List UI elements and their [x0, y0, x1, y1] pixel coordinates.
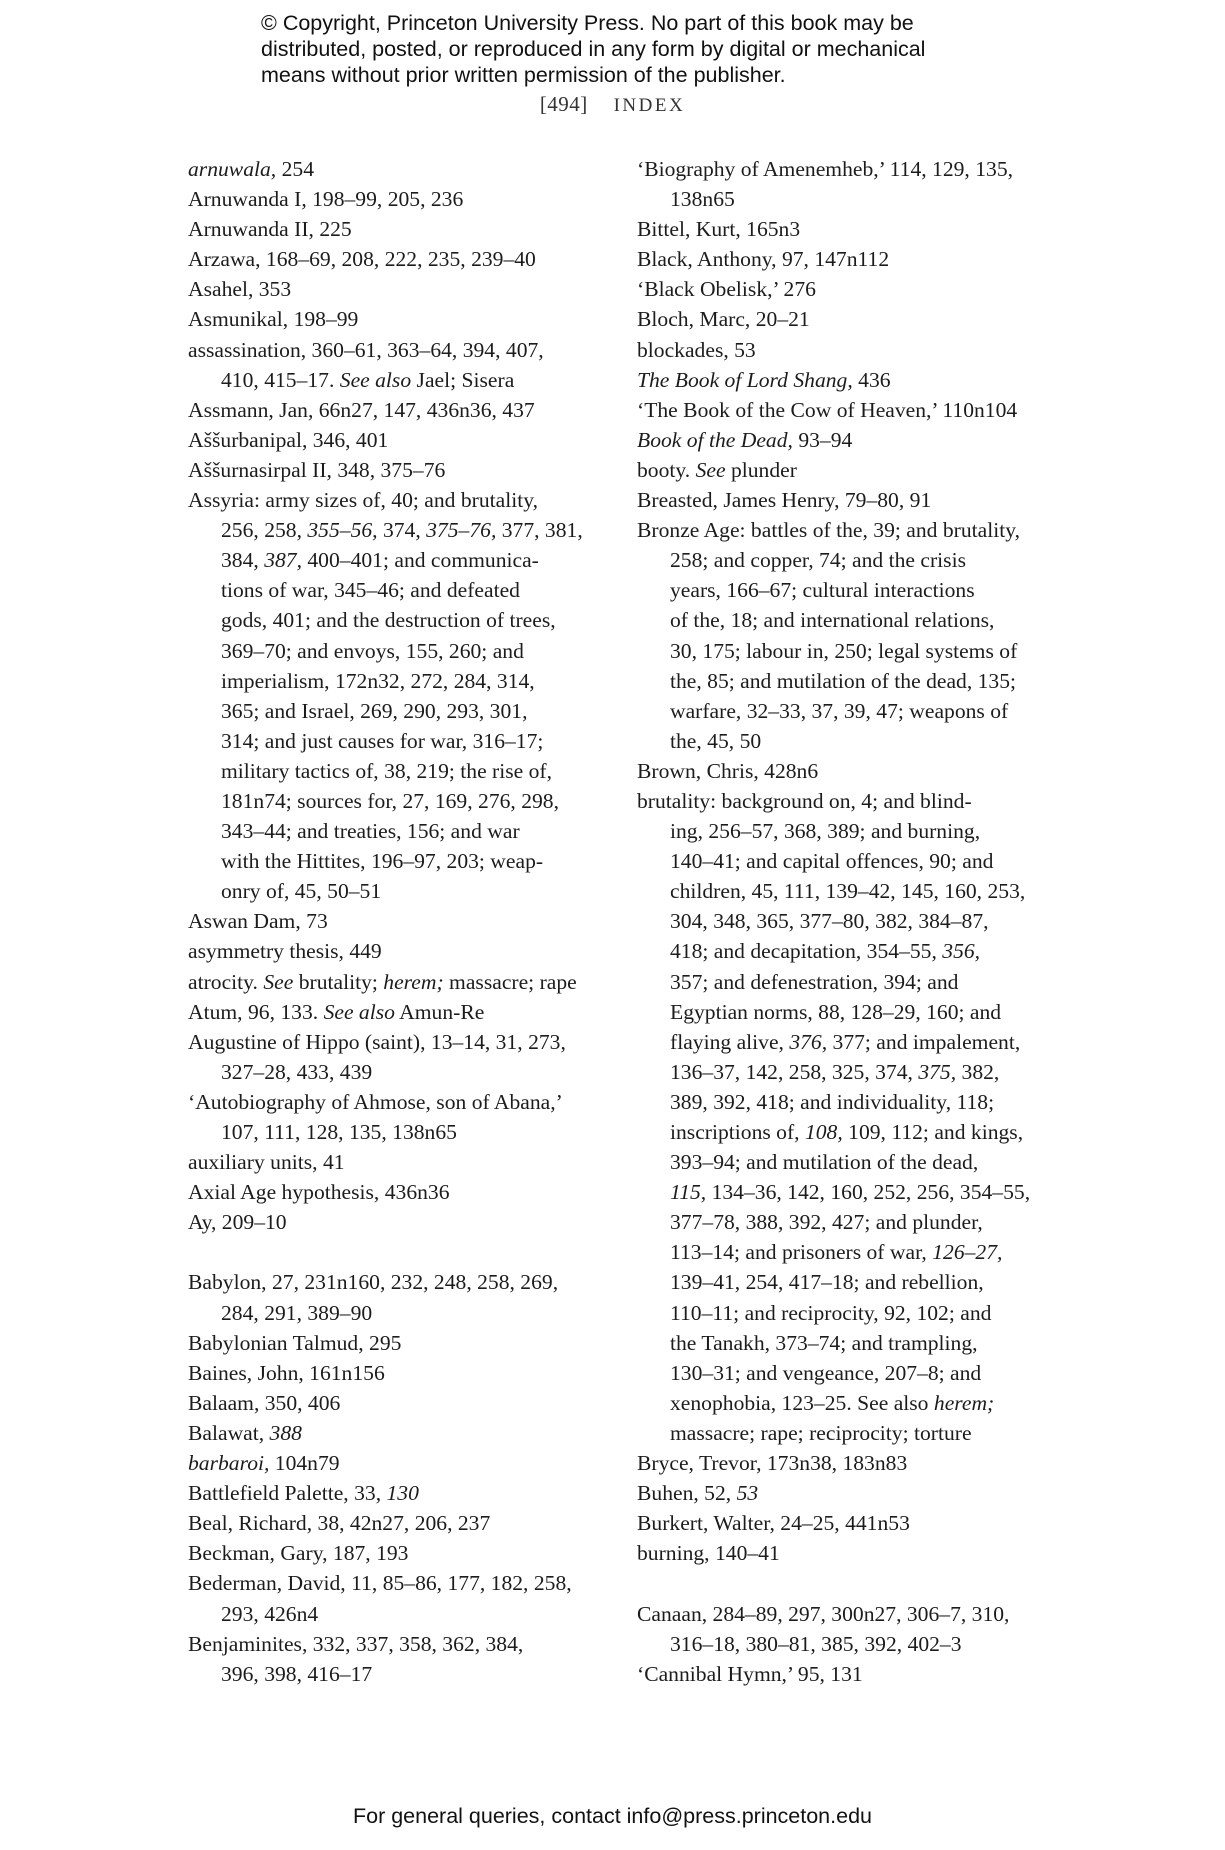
index-entry: Balaam, 350, 406	[188, 1390, 341, 1415]
index-column-left	[188, 154, 608, 1689]
index-entry: Bederman, David, 11, 85–86, 177, 182, 258, 293, 426n4	[188, 1571, 572, 1626]
footer-contact: For general queries, contact info@press.princeton.edu	[352, 1804, 872, 1828]
index-entry: Aššurnasirpal II, 348, 375–76	[188, 457, 446, 482]
index-entry: Beal, Richard, 38, 42n27, 206, 237	[188, 1511, 491, 1536]
page-number: [494]	[539, 92, 588, 116]
index-entry: Battlefield Palette, 33, 130	[188, 1481, 419, 1506]
index-entry: atrocity. See brutality; herem; massacre; rape	[188, 969, 577, 994]
index-entry: ‘Biography of Amenemheb,’ 114, 129, 135, 138n65	[637, 157, 1014, 212]
index-entry: burning, 140–41	[637, 1541, 780, 1566]
index-entry: ‘Black Obelisk,’ 276	[637, 277, 816, 302]
index-entry: Axial Age hypothesis, 436n36	[188, 1180, 450, 1205]
copyright-line: distributed, posted, or reproduced in any form by digital or mechanical	[261, 37, 926, 61]
index-entry: Balawat, 388	[188, 1420, 302, 1445]
index-entry: Augustine of Hippo (saint), 13–14, 31, 273, 327–28, 433, 439	[188, 1029, 566, 1084]
index-entry: Asmunikal, 198–99	[188, 307, 359, 332]
index-entry: ‘Autobiography of Ahmose, son of Abana,’ 107, 111, 128, 135, 138n65	[188, 1089, 563, 1144]
index-entry: Book of the Dead, 93–94	[637, 427, 853, 452]
index-entry: Baines, John, 161n156	[188, 1360, 385, 1385]
running-head	[0, 92, 1225, 117]
index-entry: Bryce, Trevor, 173n38, 183n83	[637, 1451, 908, 1476]
index-entry: Assyria: army sizes of, 40; and brutality, 256, 258, 355–56, 374, 375–76, 377, 381, 384, 387, 400–401; and communica- tions of war, 345–46; and defeated gods, 401; and the destruction of trees, 369–70; and envoys, 155, 260; and imperialism, 172n32, 272, 284, 314, 365; and Israel, 269, 290, 293, 301, 314; and just causes for war, 316–17; military tactics of, 38, 219; the rise of, 181n74; sources for, 27, 169, 276, 298, 343–44; and treaties, 156; and war with the Hittites, 196–97, 203; weap- onry of, 45, 50–51	[188, 488, 583, 904]
index-entry: barbaroi, 104n79	[188, 1451, 340, 1476]
copyright-notice	[261, 10, 1001, 88]
index-entry: brutality: background on, 4; and blind- ing, 256–57, 368, 389; and burning, 140–41; and capital offences, 90; and children, 45, 111, 139–42, 145, 160, 253, 304, 348, 365, 377–80, 382, 384–87, 418; and decapitation, 354–55, 356, 357; and defenestration, 394; and Egyptian norms, 88, 128–29, 160; and flaying alive, 376, 377; and impalement, 136–37, 142, 258, 325, 374, 375, 382, 389, 392, 418; and individuality, 118; inscriptions of, 108, 109, 112; and kings, 393–94; and mutilation of the dead, 115, 134–36, 142, 160, 252, 256, 354–55, 377–78, 388, 392, 427; and plunder, 113–14; and prisoners of war, 126–27, 139–41, 254, 417–18; and rebellion, 110–11; and reciprocity, 92, 102; and the Tanakh, 373–74; and trampling, 130–31; and vengeance, 207–8; and xenophobia, 123–25. See also herem; massacre; rape; reciprocity; torture	[637, 788, 1031, 1445]
index-entry: ‘Cannibal Hymn,’ 95, 131	[637, 1661, 863, 1686]
index-entry: booty. See plunder	[637, 457, 797, 482]
index-entry: blockades, 53	[637, 337, 756, 362]
index-entry: Bloch, Marc, 20–21	[637, 307, 810, 332]
index-column-right	[637, 154, 1057, 1689]
index-entry: Asahel, 353	[188, 277, 292, 302]
index-entry: Breasted, James Henry, 79–80, 91	[637, 488, 932, 513]
index-entry: asymmetry thesis, 449	[188, 939, 382, 964]
index-entry: Arnuwanda I, 198–99, 205, 236	[188, 187, 464, 212]
index-entry: assassination, 360–61, 363–64, 394, 407, 410, 415–17. See also Jael; Sisera	[188, 337, 544, 392]
index-entry: Black, Anthony, 97, 147n112	[637, 247, 890, 272]
index-entry: Atum, 96, 133. See also Amun-Re	[188, 999, 485, 1024]
index-entry: Brown, Chris, 428n6	[637, 758, 819, 783]
index-entry: Aswan Dam, 73	[188, 909, 328, 934]
index-entry: Burkert, Walter, 24–25, 441n53	[637, 1511, 910, 1536]
index-entry: The Book of Lord Shang, 436	[637, 367, 891, 392]
index-entry: Arzawa, 168–69, 208, 222, 235, 239–40	[188, 247, 536, 272]
copyright-line: means without prior written permission of the publisher.	[261, 63, 786, 87]
index-entry: Aššurbanipal, 346, 401	[188, 427, 389, 452]
index-entry: Bittel, Kurt, 165n3	[637, 217, 801, 242]
index-entry: Canaan, 284–89, 297, 300n27, 306–7, 310, 316–18, 380–81, 385, 392, 402–3	[637, 1601, 1010, 1656]
index-entry: Assmann, Jan, 66n27, 147, 436n36, 437	[188, 397, 535, 422]
index-entry: Ay, 209–10	[188, 1210, 287, 1235]
index-entry: ‘The Book of the Cow of Heaven,’ 110n104	[637, 397, 1018, 422]
index-entry: Babylonian Talmud, 295	[188, 1330, 402, 1355]
index-entry: Buhen, 52, 53	[637, 1481, 759, 1506]
index-entry: arnuwala, 254	[188, 157, 314, 181]
index-entry: Benjaminites, 332, 337, 358, 362, 384, 396, 398, 416–17	[188, 1631, 524, 1686]
index-entry: Beckman, Gary, 187, 193	[188, 1541, 409, 1566]
index-entry: Bronze Age: battles of the, 39; and brutality, 258; and copper, 74; and the crisis years, 166–67; cultural interactions of the, 18; and international relations, 30, 175; labour in, 250; legal systems of the, 85; and mutilation of the dead, 135; warfare, 32–33, 37, 39, 47; weapons of the, 45, 50	[637, 518, 1020, 753]
copyright-line: © Copyright, Princeton University Press. No part of this book may be	[261, 11, 914, 35]
index-entry: Arnuwanda II, 225	[188, 217, 352, 242]
index-entry: Babylon, 27, 231n160, 232, 248, 258, 269, 284, 291, 389–90	[188, 1270, 559, 1325]
section-title: INDEX	[613, 95, 686, 116]
index-entry: auxiliary units, 41	[188, 1150, 345, 1175]
